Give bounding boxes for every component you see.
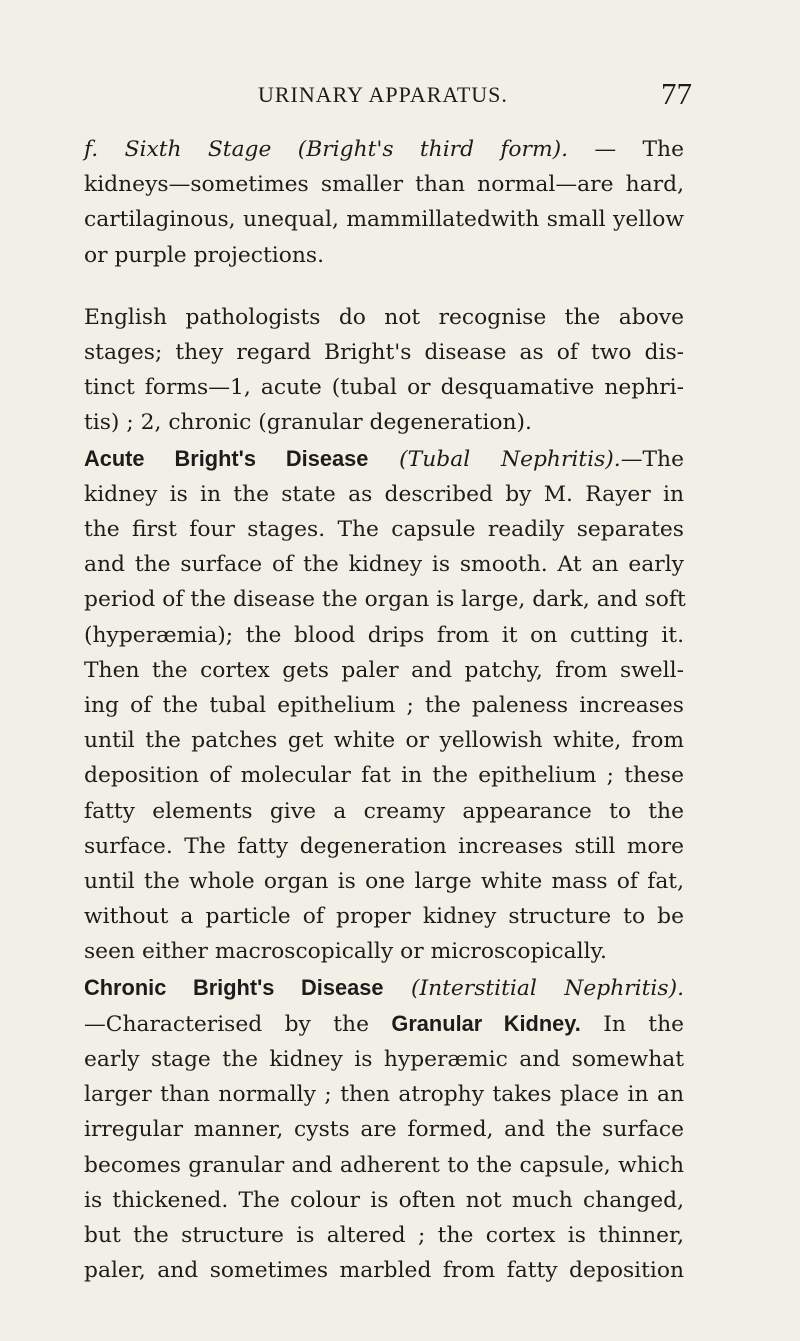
running-head: [100, 76, 700, 116]
text-line: the first four stages. The capsule readily separates: [84, 517, 684, 543]
text-line: larger than normally ; then atrophy takes place in an: [84, 1082, 684, 1108]
text-line: deposition of molecular fat in the epithelium ; these: [84, 763, 684, 789]
text-line: but the structure is altered ; the cortex is thinner,: [84, 1223, 684, 1249]
text-line: paler, and sometimes marbled from fatty deposition: [84, 1258, 684, 1284]
text-line: is thickened. The colour is often not much changed,: [84, 1187, 684, 1213]
text-line: Acute Bright's Disease (Tubal Nephritis).—The: [84, 445, 684, 472]
running-title: URINARY APPARATUS.: [258, 82, 508, 107]
text-line: [84, 970, 684, 1006]
granular-kidney-term: Granular Kidney.: [391, 1010, 581, 1036]
text-line: kidneys—sometimes smaller than normal—are hard,: [84, 172, 684, 198]
text-line: without a particle of proper kidney structure to be: [84, 904, 684, 930]
text-line: f. Sixth Stage (Bright's third form). — The: [84, 137, 684, 162]
text-line: early stage the kidney is hyperæmic and somewhat: [84, 1047, 684, 1073]
text-line: and the surface of the kidney is smooth. At an early: [84, 552, 684, 578]
paragraph-gap: [84, 273, 684, 300]
section-marker: f.: [84, 137, 99, 162]
text-line: until the patches get white or yellowish white, from: [84, 728, 684, 754]
text-line: kidney is in the state as described by M. Rayer in: [84, 481, 684, 507]
text-line: cartilaginous, unequal, mammillatedwith small yellow: [84, 207, 684, 233]
text-line: period of the disease the organ is large, dark, and soft: [84, 587, 686, 613]
text-line: ing of the tubal epithelium ; the paleness increases: [84, 693, 684, 719]
page-number: 77: [661, 76, 692, 111]
text-line: stages; they regard Bright's disease as of two dis-: [84, 340, 684, 366]
text-line: surface. The fatty degeneration increases still more: [84, 833, 684, 859]
text-line: or purple projections.: [84, 242, 324, 268]
text-line: Then the cortex gets paler and patchy, from swell-: [84, 657, 684, 683]
tubal-nephritis-label: (Tubal Nephritis).: [399, 446, 621, 472]
text-line: tinct forms—1, acute (tubal or desquamative nephri-: [84, 375, 684, 401]
text-line: fatty elements give a creamy appearance to the: [84, 798, 684, 824]
sixth-stage-heading: Sixth Stage (Bright's third form).: [124, 137, 569, 162]
text-line: English pathologists do not recognise the above: [84, 304, 684, 330]
body-text: [84, 132, 684, 1289]
text-line: irregular manner, cysts are formed, and the surface: [84, 1117, 684, 1143]
text-line: (hyperæmia); the blood drips from it on cutting it.: [84, 622, 684, 648]
acute-brights-heading: Acute Bright's Disease: [84, 445, 369, 471]
text-line: seen either macroscopically or microscopically.: [84, 939, 607, 965]
text-line: —Characterised by the Granular Kidney. In the: [84, 1010, 685, 1037]
text-line: tis) ; 2, chronic (granular degeneration).: [84, 410, 532, 436]
interstitial-nephritis-label: (Interstitial Nephritis).: [410, 975, 685, 1001]
chronic-brights-heading: Chronic Bright's Disease: [84, 974, 384, 1000]
text-line: becomes granular and adherent to the capsule, which: [84, 1152, 684, 1178]
text-line: until the whole organ is one large white mass of fat,: [84, 869, 684, 895]
